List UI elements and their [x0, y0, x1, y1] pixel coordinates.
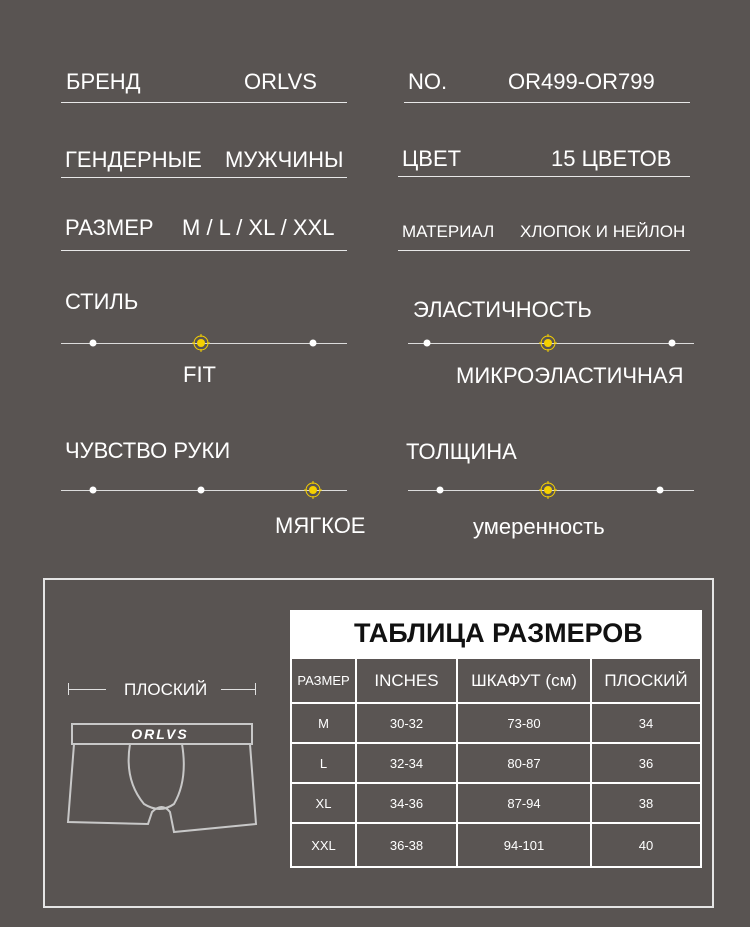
color-value: 15 ЦВЕТОВ [551, 146, 672, 171]
thickness-value: умеренность [473, 514, 605, 539]
thickness-title: ТОЛЩИНА [406, 439, 517, 464]
size-underline [61, 250, 347, 251]
size-table [290, 610, 702, 868]
table-cell: M [292, 704, 355, 742]
size-table-title: ТАБЛИЦА РАЗМЕРОВ [354, 618, 643, 648]
hand-feel-title: ЧУВСТВО РУКИ [65, 438, 231, 463]
flat-measure-right-line [221, 689, 256, 690]
table-cell: 94-101 [458, 824, 590, 866]
table-cell: 36-38 [357, 824, 456, 866]
thickness-scale-dot [657, 487, 664, 494]
color-label: ЦВЕТ [402, 146, 462, 171]
table-cell: XL [292, 784, 355, 822]
model-number-label: NO. [408, 69, 448, 94]
brand-label: БРЕНД [66, 69, 141, 94]
table-cell: XXL [292, 824, 355, 866]
style-selected-marker-icon [192, 334, 210, 352]
thickness-selected-marker-icon [539, 481, 557, 499]
size-value: M / L / XL / XXL [182, 215, 335, 240]
elasticity-scale-dot [669, 340, 676, 347]
table-header-flat: ПЛОСКИЙ [592, 659, 700, 702]
style-scale-dot [90, 340, 97, 347]
hand-feel-value: МЯГКОЕ [275, 513, 366, 538]
size-table-title-bar [290, 610, 702, 659]
thickness-scale-dot [437, 487, 444, 494]
table-cell: 40 [592, 824, 700, 866]
table-cell: 80-87 [458, 744, 590, 782]
table-header-waist: ШКАФУТ (см) [458, 659, 590, 702]
gender-value: МУЖЧИНЫ [225, 147, 344, 172]
brand-underline [61, 102, 347, 103]
gender-underline [61, 177, 347, 178]
gender-label: ГЕНДЕРНЫЕ [65, 147, 202, 172]
flat-measure-label: ПЛОСКИЙ [124, 680, 208, 699]
flat-measure-right-tick [255, 683, 256, 695]
flat-measure-left-line [68, 689, 106, 690]
waistband-brand: ORLVS [131, 726, 189, 742]
table-cell: 30-32 [357, 704, 456, 742]
table-header-size: РАЗМЕР [292, 659, 355, 702]
model-number-value: OR499-OR799 [508, 69, 655, 94]
material-label: МАТЕРИАЛ [402, 222, 495, 241]
hand-feel-selected-marker-icon [304, 481, 322, 499]
table-cell: 38 [592, 784, 700, 822]
hand-feel-scale-dot [198, 487, 205, 494]
color-underline [398, 176, 690, 177]
table-cell: 32-34 [357, 744, 456, 782]
style-value: FIT [183, 362, 216, 387]
table-cell: 87-94 [458, 784, 590, 822]
material-underline [398, 250, 690, 251]
elasticity-selected-marker-icon [539, 334, 557, 352]
table-cell: L [292, 744, 355, 782]
boxer-briefs-illustration [64, 720, 260, 838]
style-title: СТИЛЬ [65, 289, 139, 314]
elasticity-title: ЭЛАСТИЧНОСТЬ [413, 297, 592, 322]
size-label: РАЗМЕР [65, 215, 154, 240]
brand-value: ORLVS [244, 69, 317, 94]
material-value: ХЛОПОК И НЕЙЛОН [520, 222, 686, 241]
elasticity-value: МИКРОЭЛАСТИЧНАЯ [456, 363, 684, 388]
style-scale-dot [310, 340, 317, 347]
table-cell: 34-36 [357, 784, 456, 822]
table-cell: 73-80 [458, 704, 590, 742]
model-number-underline [404, 102, 690, 103]
hand-feel-scale-dot [90, 487, 97, 494]
elasticity-scale-dot [424, 340, 431, 347]
table-cell: 34 [592, 704, 700, 742]
table-header-inches: INCHES [357, 659, 456, 702]
table-cell: 36 [592, 744, 700, 782]
